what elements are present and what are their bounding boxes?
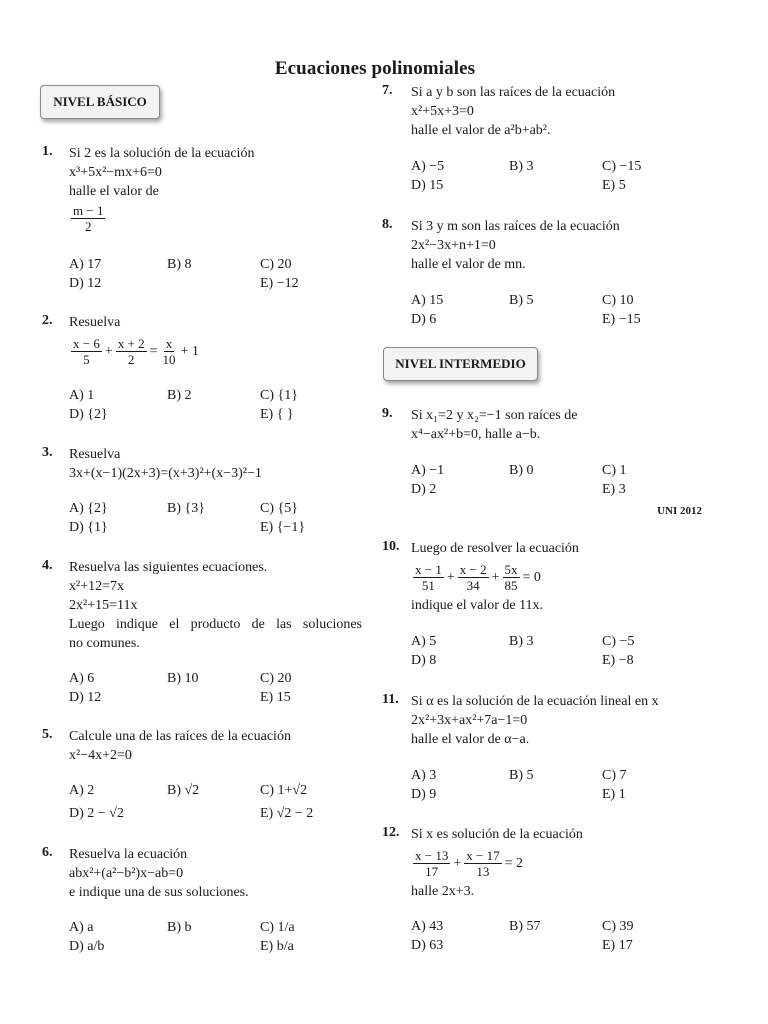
option-b: B) 3: [509, 634, 534, 649]
question-5: [42, 727, 362, 827]
option-c: C) 1/a: [260, 920, 295, 935]
page-title: Ecuaciones polinomiales: [274, 58, 476, 79]
equation: 2x²−3x+n+1=0: [411, 238, 496, 253]
source-label: UNI 2012: [657, 505, 702, 517]
fraction: [458, 562, 489, 593]
option-b: B) 5: [509, 293, 534, 308]
question-body: [69, 845, 362, 902]
option-d: D) a/b: [69, 939, 105, 954]
question-body: [411, 539, 711, 615]
option-a: A) 2: [69, 783, 95, 798]
fraction-numerator: x − 17: [466, 847, 500, 863]
option-b: B) 8: [167, 257, 192, 272]
option-b: B) √2: [167, 783, 200, 798]
question-text: halle el valor de mn.: [411, 257, 526, 272]
fraction-denominator: 13: [476, 863, 490, 879]
question-number: 11.: [382, 692, 399, 707]
option-d: D) 15: [411, 178, 444, 193]
option-d: D) 12: [69, 276, 102, 291]
fraction-numerator: x + 2: [117, 335, 145, 351]
fraction-denominator: 34: [466, 577, 480, 593]
equation-tail: = 0: [522, 569, 541, 585]
question-body: [69, 558, 362, 653]
fraction-denominator: 10: [162, 351, 176, 367]
option-e: E) −12: [260, 276, 299, 291]
fraction: [413, 562, 444, 593]
option-c: C) −5: [602, 634, 635, 649]
question-text: Si a y b son las raíces de la ecuación: [411, 85, 616, 100]
question-body: [411, 217, 711, 274]
question-12: [382, 825, 712, 960]
question-body: [411, 83, 711, 140]
fraction-denominator: 2: [127, 351, 135, 367]
option-c: C) {1}: [260, 388, 298, 403]
fraction: [503, 562, 520, 593]
option-c: C) 7: [602, 768, 627, 783]
option-b: B) 5: [509, 768, 534, 783]
option-d: D) 12: [69, 690, 102, 705]
option-b: B) 0: [509, 463, 534, 478]
equals-sign: =: [149, 343, 158, 359]
question-body: [69, 313, 362, 370]
question-number: 10.: [382, 539, 400, 554]
option-d: D) 2 − √2: [69, 806, 124, 821]
question-number: 7.: [382, 83, 393, 98]
option-a: A) 1: [69, 388, 95, 403]
option-d: D) {2}: [69, 407, 108, 422]
question-text: halle el valor de α−a.: [411, 732, 530, 747]
fraction-numerator: m − 1: [73, 203, 104, 218]
question-body: [69, 144, 362, 234]
option-d: D) 63: [411, 938, 444, 953]
option-c: C) 10: [602, 293, 634, 308]
question-text: Resuelva: [69, 315, 121, 330]
question-body: [69, 445, 362, 483]
question-body: [411, 406, 711, 444]
level-intermediate-badge: NIVEL INTERMEDIO: [383, 347, 538, 381]
option-a: A) a: [69, 920, 94, 935]
option-b: B) {3}: [167, 501, 205, 516]
option-e: E) −15: [602, 312, 641, 327]
option-a: A) 3: [411, 768, 437, 783]
question-number: 2.: [42, 313, 53, 328]
question-text: e indique una de sus soluciones.: [69, 885, 249, 900]
option-b: B) 3: [509, 159, 534, 174]
fraction: [413, 848, 450, 879]
fraction-numerator: x − 2: [459, 561, 487, 577]
fraction-numerator: x − 13: [415, 847, 449, 863]
option-a: A) 43: [411, 919, 444, 934]
equation: x²−4x+2=0: [69, 748, 132, 763]
option-c: C) 1: [602, 463, 627, 478]
plus-sign: +: [446, 569, 455, 585]
fraction-equation: [69, 332, 362, 370]
option-c: C) 20: [260, 257, 292, 272]
question-3: [42, 445, 362, 540]
question-text: Si 2 es la solución de la ecuación: [69, 146, 255, 161]
question-text: Luego de resolver la ecuación: [411, 541, 579, 556]
question-6: [42, 845, 362, 960]
option-e: E) { }: [260, 407, 294, 422]
option-b: B) b: [167, 920, 192, 935]
option-e: E) 15: [260, 690, 291, 705]
option-a: A) −5: [411, 159, 445, 174]
question-number: 6.: [42, 845, 53, 860]
equation: x²+5x+3=0: [411, 104, 474, 119]
fraction: [71, 336, 102, 367]
question-text: Si 3 y m son las raíces de la ecuación: [411, 219, 620, 234]
question-text: Si x₁=2 y x₂=−1 son raíces de: [411, 408, 578, 423]
question-text: halle 2x+3.: [411, 884, 475, 899]
fraction-denominator: 85: [504, 577, 518, 593]
question-text: halle el valor de a²b+ab².: [411, 123, 551, 138]
option-a: A) 5: [411, 634, 437, 649]
option-d: D) 2: [411, 482, 437, 497]
question-8: [382, 217, 712, 337]
option-d: D) 6: [411, 312, 437, 327]
question-text: x⁴−ax²+b=0, halle a−b.: [411, 427, 541, 442]
question-text: no comunes.: [69, 636, 140, 651]
question-text: Si α es la solución de la ecuación lineal en x: [411, 694, 659, 709]
option-e: E) 3: [602, 482, 626, 497]
equation: 2x²+15=11x: [69, 598, 138, 613]
equation: 3x+(x−1)(2x+3)=(x+3)²+(x−3)²−1: [69, 466, 262, 481]
question-number: 3.: [42, 445, 53, 460]
question-number: 8.: [382, 217, 393, 232]
option-b: B) 10: [167, 671, 199, 686]
fraction-denominator: 5: [83, 351, 90, 367]
option-e: E) b/a: [260, 939, 294, 954]
question-text: Resuelva la ecuación: [69, 847, 188, 862]
option-a: A) {2}: [69, 501, 108, 516]
option-c: C) {5}: [260, 501, 298, 516]
fraction-denominator: 2: [84, 219, 92, 234]
question-body: [69, 727, 362, 765]
question-number: 4.: [42, 558, 53, 573]
equation-tail: + 1: [180, 343, 199, 359]
option-a: A) −1: [411, 463, 445, 478]
question-11: [382, 692, 722, 812]
question-7: [382, 83, 712, 203]
question-text: Calcule una de las raíces de la ecuación: [69, 729, 291, 744]
fraction: [71, 203, 105, 234]
equation: x²+12=7x: [69, 579, 124, 594]
fraction-equation: [411, 844, 711, 882]
question-text: Luego indique el producto de las soluciones: [69, 617, 362, 632]
fraction-numerator: x − 1: [415, 561, 442, 577]
fraction-numerator: x: [165, 335, 173, 351]
question-text: halle el valor de: [69, 184, 159, 199]
option-b: B) 2: [167, 388, 192, 403]
fraction: [116, 336, 147, 367]
option-d: D) 8: [411, 653, 437, 668]
fraction-numerator: 5x: [504, 561, 518, 577]
option-c: C) 20: [260, 671, 292, 686]
option-a: A) 17: [69, 257, 102, 272]
option-e: E) 17: [602, 938, 633, 953]
option-c: C) 39: [602, 919, 634, 934]
question-number: 5.: [42, 727, 53, 742]
equation-tail: = 2: [504, 855, 523, 871]
fraction-expression: [69, 203, 362, 234]
plus-sign: +: [491, 569, 500, 585]
fraction-denominator: 17: [425, 863, 439, 879]
equation: abx²+(a²−b²)x−ab=0: [69, 866, 184, 881]
question-text: Resuelva las siguientes ecuaciones.: [69, 560, 268, 575]
question-1: [42, 144, 362, 294]
option-a: A) 6: [69, 671, 95, 686]
question-4: [42, 558, 362, 708]
plus-sign: +: [453, 855, 462, 871]
option-e: E) √2 − 2: [260, 806, 314, 821]
option-b: B) 57: [509, 919, 541, 934]
question-10: [382, 539, 712, 674]
plus-sign: +: [104, 343, 113, 359]
question-text: Si x es solución de la ecuación: [411, 827, 583, 842]
question-body: [411, 692, 721, 749]
question-text: Resuelva: [69, 447, 121, 462]
option-e: E) {−1}: [260, 520, 306, 535]
option-a: A) 15: [411, 293, 444, 308]
option-c: C) −15: [602, 159, 642, 174]
option-d: D) {1}: [69, 520, 108, 535]
equation: x³+5x²−mx+6=0: [69, 165, 162, 180]
fraction: [161, 336, 178, 367]
fraction-equation: [411, 558, 711, 596]
option-d: D) 9: [411, 787, 437, 802]
option-e: E) −8: [602, 653, 634, 668]
question-number: 1.: [42, 144, 53, 159]
fraction: [464, 848, 501, 879]
level-basic-badge: NIVEL BÁSICO: [40, 85, 160, 119]
question-2: [42, 313, 362, 443]
question-9: [382, 406, 712, 501]
option-c: C) 1+√2: [260, 783, 308, 798]
fraction-denominator: 51: [421, 577, 435, 593]
fraction-numerator: x − 6: [73, 335, 100, 351]
option-e: E) 1: [602, 787, 626, 802]
question-number: 9.: [382, 406, 393, 421]
question-text: indique el valor de 11x.: [411, 598, 544, 613]
option-e: E) 5: [602, 178, 626, 193]
question-number: 12.: [382, 825, 400, 840]
question-body: [411, 825, 711, 901]
equation: 2x²+3x+ax²+7a−1=0: [411, 713, 528, 728]
